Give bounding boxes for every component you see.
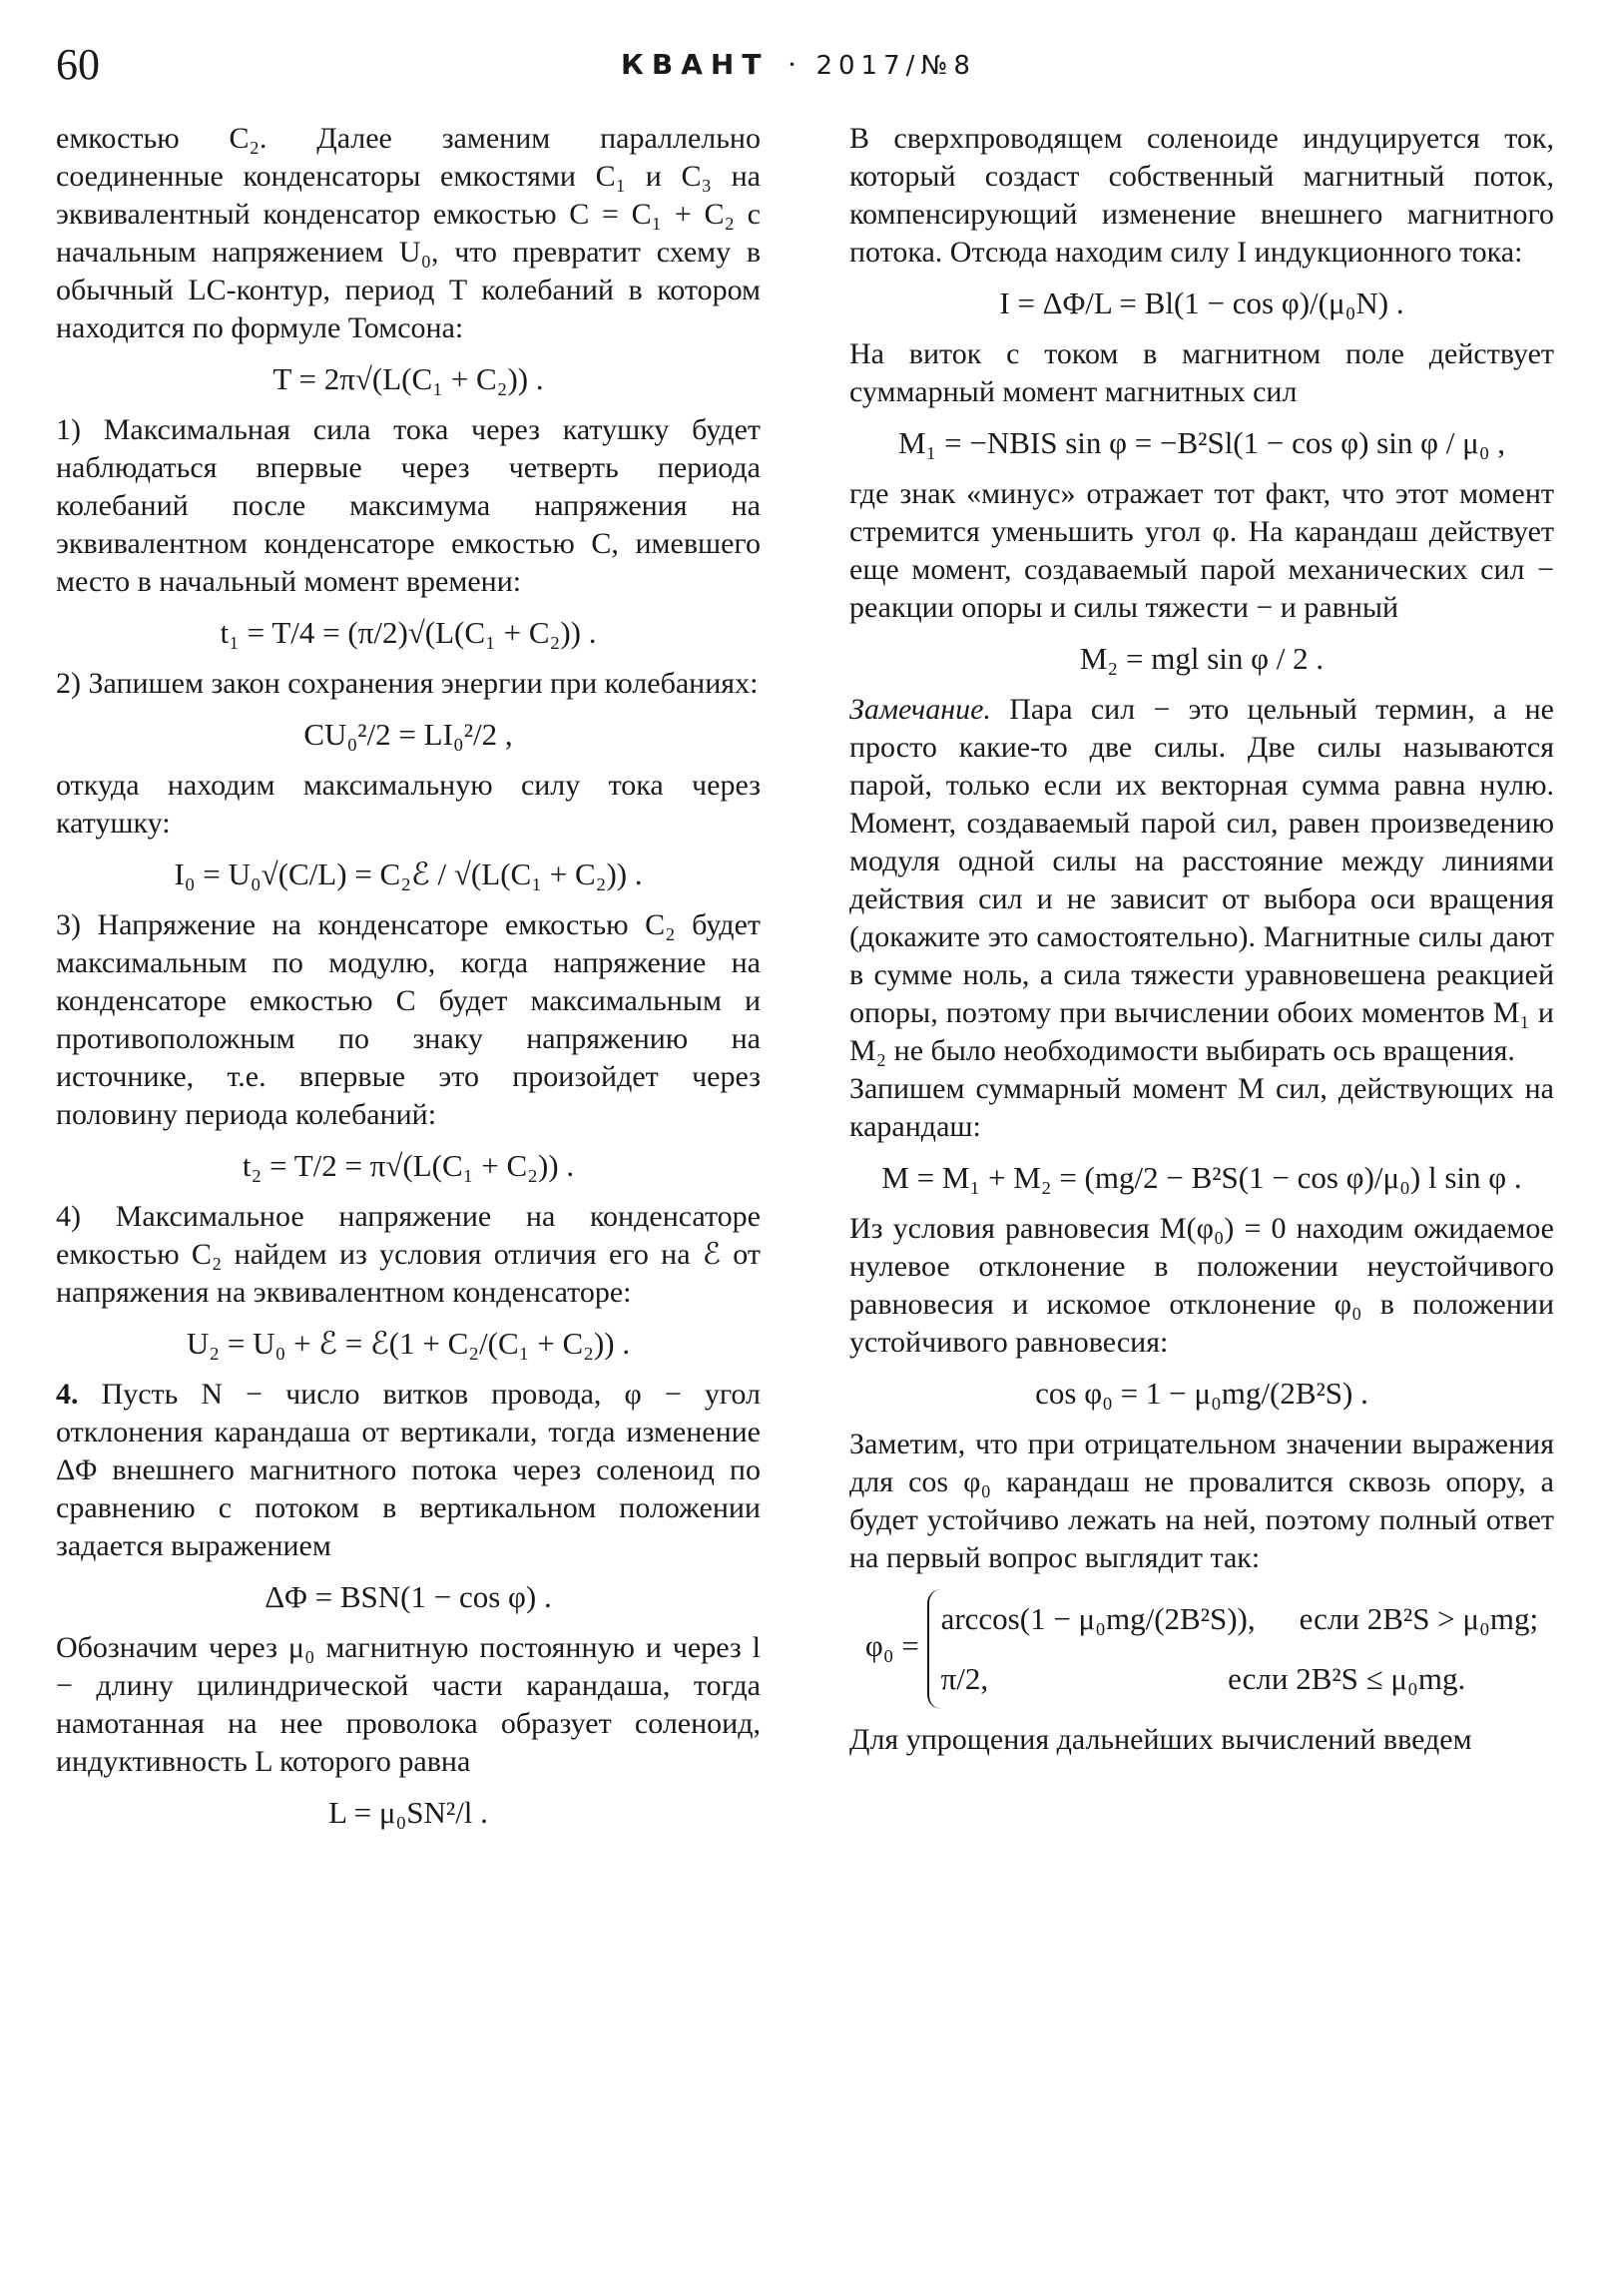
formula: U₂ = U₀ + ℰ = ℰ(1 + C₂/(C₁ + C₂)) . [186,1326,631,1361]
cases-brace [927,1589,1539,1709]
paragraph: 2) Запишем закон сохранения энергии при колебаниях: [56,667,759,700]
formula: M₁ = −NBIS sin φ = −B²Sl(1 − cos φ) sin φ / μ₀ , [897,425,1506,460]
header-separator: · [787,48,798,81]
case-condition: если 2B²S > μ₀mg; [1299,1601,1539,1636]
issue-number: 2017/№8 [815,51,976,81]
case-condition: если 2B²S ≤ μ₀mg. [1228,1661,1466,1696]
formula: I₀ = U₀√(C/L) = C₂ℰ / √(L(C₁ + C₂)) . [174,857,643,891]
formula: L = μ₀SN²/l . [328,1795,488,1830]
formula: t₁ = T/4 = (π/2)√(L(C₁ + C₂)) . [220,615,597,650]
formula: I = ΔΦ/L = Bl(1 − cos φ)/(μ₀N) . [999,286,1404,320]
problem-number: 4. [56,1378,79,1411]
right-column [849,120,1554,1759]
piecewise-lhs: φ₀ = [864,1628,919,1664]
case-row [941,1649,1539,1709]
formula: CU₀²/2 = LI₀²/2 , [303,717,513,752]
remark-label: Замечание. [849,693,991,726]
journal-title: КВАНТ [621,48,770,81]
paragraph: емкостью C₂. Далее заменим параллельно соединенные конденсаторы емкостями C₁ и C₃ на эквивалентный конденсатор емкостью C = C₁ + C₂ с начальным напряжением U₀, что превратит схему в обычный LC-контур, период T колебаний в котором находится по формуле Томсона: [56,122,761,344]
formula: M = M₁ + M₂ = (mg/2 − B²S(1 − cos φ)/μ₀) l sin φ . [881,1160,1522,1195]
piecewise-formula [849,1589,1554,1709]
left-column [56,120,761,1845]
formula: t₂ = T/2 = π√(L(C₁ + C₂)) . [242,1148,575,1183]
paragraph: Обозначим через μ₀ магнитную постоянную и через l − длину цилиндрической части карандаша, тогда намотанная на нее проволока образует соленоид, индуктивность L которого равна [56,1631,761,1778]
paragraph: Для упрощения дальнейших вычислений введем [849,1723,1472,1756]
formula: cos φ₀ = 1 − μ₀mg/(2B²S) . [1035,1376,1368,1411]
paragraph: В сверхпроводящем соленоиде индуцируется ток, который создаст собственный магнитный поток, компенсирующий изменение внешнего магнитного потока. Отсюда находим силу I индукционного тока: [849,122,1554,269]
paragraph: 1) Максимальная сила тока через катушку будет наблюдаться впервые через четверть периода колебаний после максимума напряжения на эквивалентном конденсаторе емкостью C, имевшего место в начальный момент времени: [56,413,761,598]
paragraph: где знак «минус» отражает тот факт, что этот момент стремится уменьшить угол φ. На карандаш действует еще момент, создаваемый парой механических сил − реакции опоры и силы тяжести − и равный [849,477,1554,624]
paragraph: 3) Напряжение на конденсаторе емкостью C₂ будет максимальным по модулю, когда напряжение на конденсаторе емкостью C будет максимальным и противоположным по знаку напряжению на источнике, т.е. впервые это произойдет через половину периода колебаний: [56,908,761,1131]
formula: M₂ = mgl sin φ / 2 . [1079,641,1325,676]
paragraph [56,1376,761,1565]
page-header [0,0,1597,100]
formula: T = 2π√(L(C₁ + C₂)) . [272,361,544,396]
paragraph: Запишем суммарный момент M сил, действующих на карандаш: [849,1072,1554,1143]
paragraph: откуда находим максимальную силу тока через катушку: [56,769,761,840]
remark [849,691,1554,1070]
paragraph: На виток с током в магнитном поле действует суммарный момент магнитных сил [849,337,1554,408]
paragraph-text: Пусть N − число витков провода, φ − угол отклонения карандаша от вертикали, тогда изменение ΔΦ внешнего магнитного потока через соленоид по сравнению с потоком в вертикальном положении задается выражением [56,1378,761,1562]
page-number: 60 [56,40,100,89]
paragraph: Заметим, что при отрицательном значении выражения для cos φ₀ карандаш не провалится сквозь опору, а будет устойчиво лежать на ней, поэтому полный ответ на первый вопрос выглядит так: [849,1428,1554,1574]
case-row [941,1589,1539,1649]
case-expression: π/2, [940,1661,989,1696]
paragraph: Из условия равновесия M(φ₀) = 0 находим ожидаемое нулевое отклонение в положении неустойчивого равновесия и искомое отклонение φ₀ в положении устойчивого равновесия: [849,1212,1554,1359]
paragraph: 4) Максимальное напряжение на конденсаторе емкостью C₂ найдем из условия отличия его на ℰ от напряжения на эквивалентном конденсаторе: [56,1200,761,1309]
case-expression: arccos(1 − μ₀mg/(2B²S)), [940,1601,1256,1636]
running-head [0,48,1597,82]
remark-text: Пара сил − это цельный термин, а не просто какие-то две силы. Две силы называются парой, только если их векторная сумма равна нулю. Момент, создаваемый парой сил, равен произведению модуля одной силы на расстояние между линиями действия сил и не зависит от выбора оси вращения (докажите это самостоятельно). Магнитные силы дают в сумме ноль, а сила тяжести уравновешена реакцией опоры, поэтому при вычислении обоих моментов M₁ и M₂ не было необходимости выбирать ось вращения. [849,693,1554,1067]
formula: ΔΦ = BSN(1 − cos φ) . [265,1579,552,1614]
